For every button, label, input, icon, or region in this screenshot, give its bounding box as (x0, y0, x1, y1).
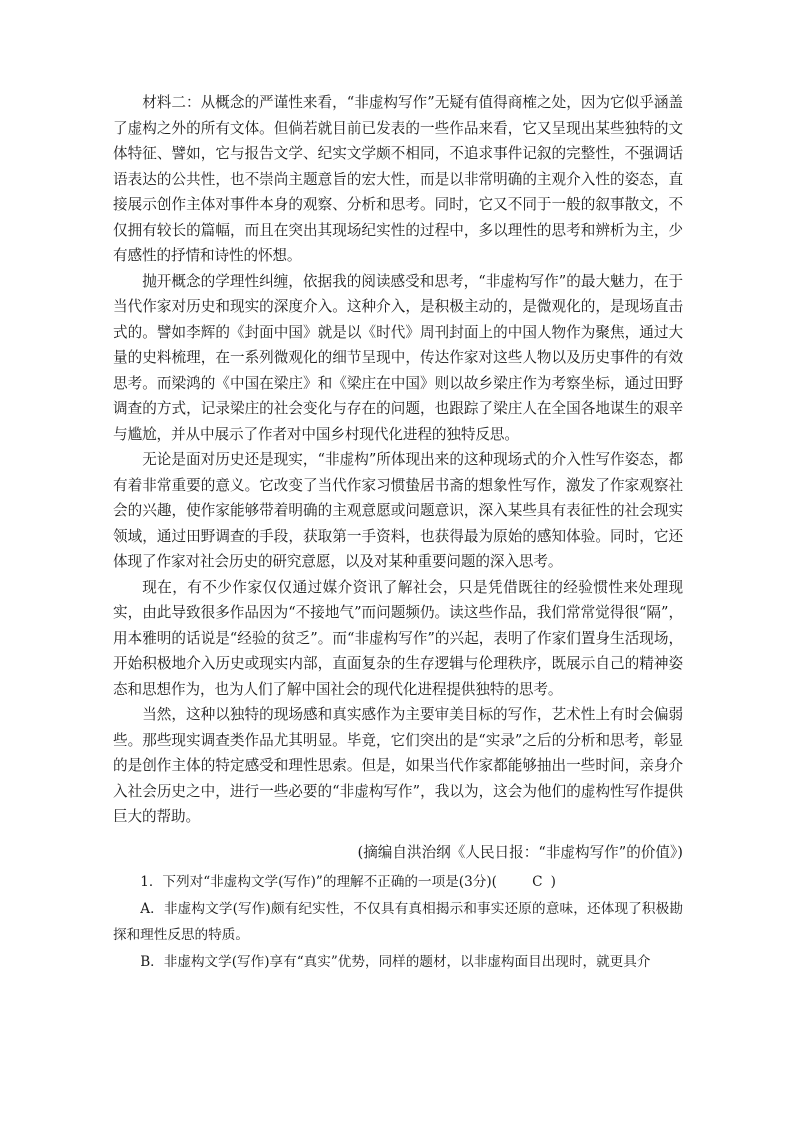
document-page (113, 90, 683, 975)
option-b: B．非虚构文学(写作)享有“真实”优势，同样的题材，以非虚构面目出现时，就更具介 (140, 953, 651, 970)
paragraph-1: 材料二：从概念的严谨性来看，“非虚构写作”无疑有值得商榷之处，因为它似乎涵盖了虚构之外的所有文体。但倘若就目前已发表的一些作品来看，它又呈现出某些独特的文体特征、譬如，它与报告文学、纪实文学颇不相同，不追求事件记叙的完整性，不强调话语表达的公共性，也不崇尚主题意旨的宏大性，而是以非常明确的主观介入性的姿态，直接展示创作主体对事件本身的观察、分析和思考。同时，它又不同于一般的叙事散文，不仅拥有较长的篇幅，而且在突出其现场纪实性的过程中，多以理性的思考和辨析为主，少有感性的抒情和诗性的怀想。 (113, 94, 683, 264)
paragraph-2: 抛开概念的学理性纠缠，依据我的阅读感受和思考，“非虚构写作”的最大魅力，在于当代作家对历史和现实的深度介入。这种介入，是积极主动的，是微观化的，是现场直击式的。譬如李辉的《封面中国》就是以《时代》周刊封面上的中国人物作为聚焦，通过大量的史料梳理，在一系列微观化的细节呈现中，传达作家对这些人物以及历史事件的有效思考。而梁鸿的《中国在梁庄》和《梁庄在中国》则以故乡梁庄作为考察坐标，通过田野调查的方式，记录梁庄的社会变化与存在的问题，也跟踪了梁庄人在全国各地谋生的艰辛与尴尬，并从中展示了作者对中国乡村现代化进程的独特反思。 (113, 272, 683, 443)
question-stem-close: ) (550, 874, 556, 890)
paragraph-4: 现在，有不少作家仅仅通过媒介资讯了解社会，只是凭借既往的经验惯性来处理现实，由此导致很多作品因为“不接地气”而问题频仍。读这些作品，我们常常觉得很“隔”，用本雅明的话说是“经验的贫乏”。而“非虚构写作”的兴起，表明了作家们置身生活现场，开始积极地介入历史或现实内部，直面复杂的生存逻辑与伦理秩序，既展示自己的精神姿态和思想作为，也为人们了解中国社会的现代化进程提供独特的思考。 (113, 578, 683, 698)
question-stem (113, 869, 683, 896)
question-stem-text: 1．下列对“非虚构文学(写作)”的理解不正确的一项是(3分)( (140, 874, 497, 890)
source-citation: (摘编自洪治纲《人民日报：“非虚构写作”的价值》) (357, 843, 683, 861)
paragraph-3: 无论是面对历史还是现实，“非虚构”所体现出来的这种现场式的介入性写作姿态，都有着非常重要的意义。它改变了当代作家习惯蛰居书斋的想象性写作，激发了作家观察社会的兴趣，使作家能够带着明确的主观意愿或问题意识，深入某些具有表征性的社会现实领域，通过田野调查的手段，获取第一手资料，也获得最为原始的感知体验。同时，它还体现了作家对社会历史的研究意愿，以及对某种重要问题的深入思考。 (113, 451, 683, 570)
option-a: A．非虚构文学(写作)颇有纪实性，不仅具有真相揭示和事实还原的意味，还体现了积极勘探和理性反思的特质。 (113, 900, 683, 943)
paragraph-5: 当然，这种以独特的现场感和真实感作为主要审美目标的写作，艺术性上有时会偏弱些。那些现实调查类作品尤其明显。毕竟，它们突出的是“实录”之后的分析和思考，彰显的是创作主体的特定感受和理性思索。但是，如果当代作家都能够抽出一些时间，亲身介入社会历史之中，进行一些必要的“非虚构写作”，我以为，这会为他们的虚构性写作提供巨大的帮助。 (113, 706, 683, 825)
answer-letter: C (532, 874, 543, 890)
